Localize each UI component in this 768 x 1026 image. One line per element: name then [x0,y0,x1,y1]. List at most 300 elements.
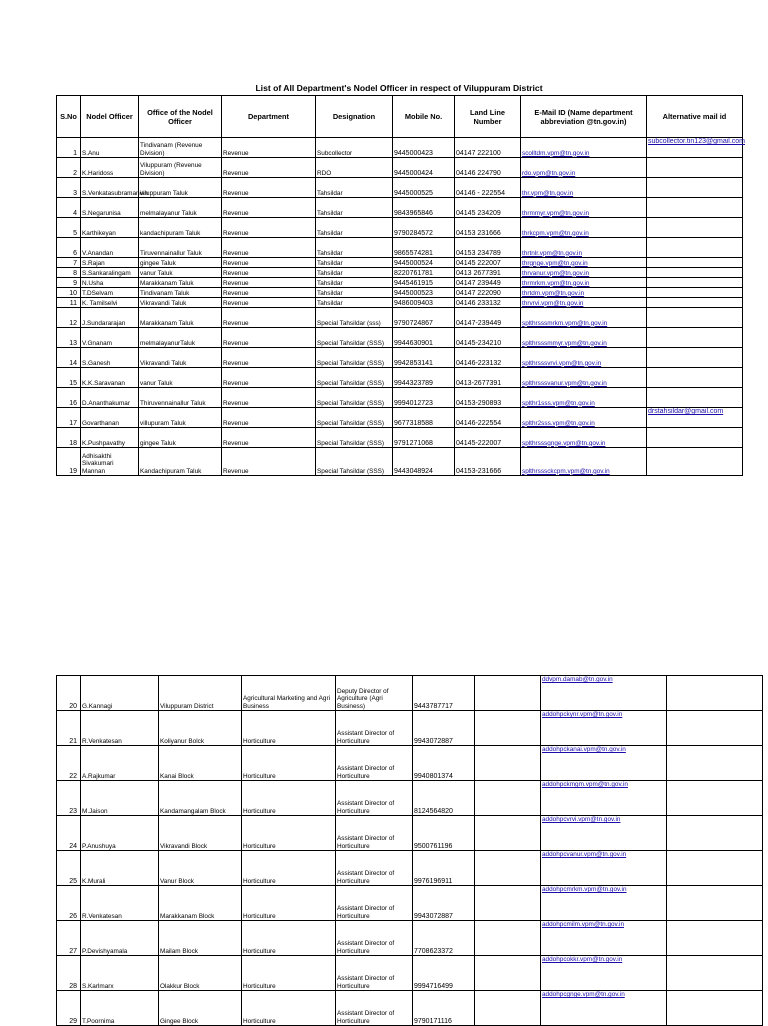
header-officer: Nodel Officer [81,96,139,138]
designation-cell: Tahsildar [316,258,393,268]
alt-mail-cell [647,348,743,368]
department-cell: Revenue [222,158,316,178]
sno-cell: 29 [57,991,81,1026]
landline-cell: 04145 234209 [455,198,521,218]
officer-cell: T.Poornima [81,991,159,1026]
department-cell: Revenue [222,308,316,328]
table-row [57,816,763,851]
alt-mail-cell [667,921,763,956]
officer-cell: S.Venkatasubramanian [81,178,139,198]
table-row [57,991,763,1026]
alt-mail-cell [647,268,743,278]
email-cell [521,298,647,308]
mobile-cell: 9944323789 [393,368,455,388]
email-cell [541,956,667,991]
alt-mail-cell [667,746,763,781]
header-landline: Land Line Number [455,96,521,138]
mobile-cell: 9843965846 [393,198,455,218]
designation-cell: Assistant Director of Horticulture [336,956,413,991]
landline-cell [475,711,541,746]
officer-cell: A.Rajkumar [81,746,159,781]
sno-cell: 20 [57,676,81,711]
sno-cell: 16 [57,388,81,408]
email-link[interactable]: addohpcokkr.vpm@tn.gov.in [542,956,623,963]
mobile-cell: 9994716499 [413,956,475,991]
alt-mail-cell [647,158,743,178]
landline-cell: 04145-222007 [455,428,521,448]
table-row [57,781,763,816]
email-link[interactable]: thrmmyr.vpm@tn.gov.in [522,209,590,217]
office-cell: Kandamangalam Block [159,781,242,816]
alt-mail-cell [647,278,743,288]
office-cell: Marakkanam Block [159,886,242,921]
email-link[interactable]: addohpckanai.vpm@tn.gov.in [542,746,626,753]
email-cell [541,851,667,886]
email-link[interactable]: thrvrvi.vpm@tn.gov.in [522,299,584,307]
landline-cell: 04146-222554 [455,408,521,428]
email-cell [521,428,647,448]
officer-cell: R.Venkatesan [81,886,159,921]
header-department: Department [222,96,316,138]
officer-cell: Govarthanan [81,408,139,428]
officer-cell: K.Murali [81,851,159,886]
sno-cell: 7 [57,258,81,268]
landline-cell: 04146-223132 [455,348,521,368]
mobile-cell: 9445000424 [393,158,455,178]
email-link[interactable]: addohpcvanur.vpm@tn.gov.in [542,851,627,858]
table-row [57,448,743,476]
landline-cell [475,921,541,956]
officer-cell: K.Pushpavathy [81,428,139,448]
office-cell: Mailam Block [159,921,242,956]
header-designation: Designation [316,96,393,138]
designation-cell: Tahsildar [316,278,393,288]
table-row [57,711,763,746]
alt-mail-cell [667,781,763,816]
office-cell: kandachipuram Taluk [139,218,222,238]
table-row [57,368,743,388]
email-link[interactable]: ddvpm.damab@tn.gov.in [542,676,613,683]
department-cell: Horticulture [242,991,336,1026]
officer-cell: D.Ananthakumar [81,388,139,408]
department-cell: Revenue [222,198,316,218]
email-link[interactable]: addohpcmrkm.vpm@tn.gov.in [542,886,627,893]
designation-cell: Special Tahsildar (SSS) [316,388,393,408]
officer-cell: V.Gnanam [81,328,139,348]
officer-cell: K.Haridoss [81,158,139,178]
designation-cell: Assistant Director of Horticulture [336,851,413,886]
landline-cell [475,956,541,991]
designation-cell: Assistant Director of Horticulture [336,991,413,1026]
department-cell: Revenue [222,368,316,388]
landline-cell: 04153-231666 [455,448,521,476]
office-cell: vanur Taluk [139,368,222,388]
email-link[interactable]: thrmrkm.vpm@tn.gov.in [522,279,590,287]
officer-cell: K. Tamilselvi [81,298,139,308]
email-cell [521,138,647,158]
department-cell: Revenue [222,138,316,158]
sno-cell: 19 [57,448,81,476]
email-link[interactable]: addohpckmgm.vpm@tn.gov.in [542,781,628,788]
officer-cell: V.Anandan [81,238,139,258]
email-cell [521,408,647,428]
department-cell: Revenue [222,288,316,298]
email-cell [521,348,647,368]
landline-cell: 04145 222007 [455,258,521,268]
department-cell: Horticulture [242,851,336,886]
header-mobile: Mobile No. [393,96,455,138]
nodel-officer-table [56,95,743,476]
table-row [57,178,743,198]
officer-cell: P.Devishyamala [81,921,159,956]
officer-cell: S.Anu [81,138,139,158]
office-cell: Vikravandi Taluk [139,348,222,368]
table-row [57,676,763,711]
mobile-cell: 9445461915 [393,278,455,288]
sno-cell: 13 [57,328,81,348]
department-cell: Revenue [222,408,316,428]
mobile-cell: 9865574281 [393,238,455,258]
department-cell: Horticulture [242,781,336,816]
department-cell: Agricultural Marketing and Agri Business [242,676,336,711]
table-row [57,138,743,158]
mobile-cell: 9943072887 [413,886,475,921]
email-cell [541,746,667,781]
sno-cell: 1 [57,138,81,158]
office-cell: Olakkur Block [159,956,242,991]
email-cell [541,886,667,921]
office-cell: gingee Taluk [139,258,222,268]
department-cell: Horticulture [242,816,336,851]
officer-cell: J.Sundararajan [81,308,139,328]
department-cell: Horticulture [242,886,336,921]
officer-cell: S.Negarunisa [81,198,139,218]
designation-cell: Special Tahsildar (SSS) [316,408,393,428]
landline-cell: 0413-2677391 [455,368,521,388]
alt-mail-cell [667,886,763,921]
sno-cell: 2 [57,158,81,178]
email-cell [521,448,647,476]
alt-mail-cell [667,956,763,991]
alt-mail-cell [647,138,743,158]
office-cell: Viluppuram (Revenue Division) [139,158,222,178]
alt-mail-cell [647,238,743,258]
landline-cell: 04146 233132 [455,298,521,308]
table-row [57,851,763,886]
email-cell [541,921,667,956]
sno-cell: 28 [57,956,81,991]
alt-mail-cell [647,308,743,328]
department-cell: Revenue [222,258,316,268]
mobile-cell: 9943072887 [413,711,475,746]
sno-cell: 3 [57,178,81,198]
email-link[interactable]: thrgnge.vpm@tn.gov.in [522,259,588,267]
email-link[interactable]: thrvanur.vpm@tn.gov.in [522,269,590,277]
officer-cell: R.Venkatesan [81,711,159,746]
mobile-cell: 9445000525 [393,178,455,198]
sno-cell: 15 [57,368,81,388]
office-cell: Viluppuram District [159,676,242,711]
email-cell [521,198,647,218]
mobile-cell: 9790171116 [413,991,475,1026]
landline-cell: 04147 222090 [455,288,521,298]
landline-cell [475,851,541,886]
officer-cell: P.Anushuya [81,816,159,851]
officer-cell: T.DSelvam [81,288,139,298]
designation-cell: Assistant Director of Horticulture [336,921,413,956]
alt-mail-cell [647,258,743,268]
designation-cell: Tahsildar [316,198,393,218]
email-cell [521,218,647,238]
table-row [57,328,743,348]
table-row [57,886,763,921]
table-row [57,278,743,288]
sno-cell: 10 [57,288,81,298]
officer-cell: S.Sankaralingam [81,268,139,278]
landline-cell: 04146 - 222554 [455,178,521,198]
table-row [57,956,763,991]
table-row [57,388,743,408]
alt-mail-cell [667,711,763,746]
alt-mail-cell [667,676,763,711]
officer-cell: Adhisakthi Sivakumari Mannan [81,448,139,476]
department-cell: Horticulture [242,956,336,991]
sno-cell: 27 [57,921,81,956]
email-link[interactable]: splthrsssgnge.vpm@tn.gov.in [522,439,606,447]
office-cell: gingee Taluk [139,428,222,448]
alt-mail-cell [647,178,743,198]
sno-cell: 23 [57,781,81,816]
landline-cell [475,991,541,1026]
mobile-cell: 8124564820 [413,781,475,816]
officer-cell: M.Jaison [81,781,159,816]
designation-cell: Tahsildar [316,298,393,308]
alt-mail-cell [667,851,763,886]
designation-cell: Deputy Director of Agriculture (Agri Business) [336,676,413,711]
office-cell: Marakkanam Taluk [139,278,222,288]
email-cell [541,676,667,711]
department-cell: Revenue [222,218,316,238]
landline-cell [475,676,541,711]
designation-cell: Assistant Director of Horticulture [336,886,413,921]
header-email: E-Mail ID (Name department abbreviation @tn.gov.in) [521,96,647,138]
landline-cell: 0413 2677391 [455,268,521,278]
officer-cell: S.Rajan [81,258,139,268]
sno-cell: 24 [57,816,81,851]
officer-cell: K.K.Saravanan [81,368,139,388]
email-cell [541,816,667,851]
designation-cell: Assistant Director of Horticulture [336,711,413,746]
email-link[interactable]: splthrsssmmyr.vpm@tn.gov.in [522,339,607,347]
department-cell: Horticulture [242,711,336,746]
email-link[interactable]: splthrsssckcpm.vpm@tn.gov.in [522,467,610,475]
department-cell: Revenue [222,448,316,476]
alt-mail-cell [647,198,743,218]
email-cell [521,328,647,348]
office-cell: Tindivanam (Revenue Division) [139,138,222,158]
office-cell: viluppuram Taluk [139,178,222,198]
office-cell: melmalayanur Taluk [139,198,222,218]
officer-cell: G.Kannagi [81,676,159,711]
alt-mail-cell [647,298,743,308]
department-cell: Revenue [222,298,316,308]
table-row [57,428,743,448]
designation-cell: Tahsildar [316,218,393,238]
officer-cell: Karthikeyan [81,218,139,238]
email-cell [541,711,667,746]
office-cell: vanur Taluk [139,268,222,278]
email-link[interactable]: addohpcgnge.vpm@tn.gov.in [542,991,625,998]
department-cell: Horticulture [242,746,336,781]
designation-cell: Assistant Director of Horticulture [336,746,413,781]
mobile-cell: 9994012723 [393,388,455,408]
mobile-cell: 9790284572 [393,218,455,238]
email-cell [541,991,667,1026]
header-office: Office of the Nodel Officer [139,96,222,138]
department-cell: Revenue [222,278,316,288]
landline-cell [475,781,541,816]
email-cell [521,308,647,328]
landline-cell: 04147 222100 [455,138,521,158]
alt-mail-cell [647,368,743,388]
email-cell [521,368,647,388]
email-cell [521,158,647,178]
landline-cell: 04146 224790 [455,158,521,178]
office-cell: Vikravandi Taluk [139,298,222,308]
mobile-cell: 9443048924 [393,448,455,476]
designation-cell: Special Tahsildar (SSS) [316,428,393,448]
email-link[interactable]: splthrsssmrkm.vpm@tn.gov.in [522,319,608,327]
alt-mail-link[interactable]: subcollector.tin123@gmail.com [648,138,745,145]
office-cell: Gingee Block [159,991,242,1026]
sno-cell: 21 [57,711,81,746]
mobile-cell: 9445000523 [393,288,455,298]
landline-cell: 04147-239449 [455,308,521,328]
table-header-row [57,96,743,138]
landline-cell: 04153-290893 [455,388,521,408]
email-link[interactable]: addohpcmilm.vpm@tn.gov.in [542,921,625,928]
designation-cell: Special Tahsildar (SSS) [316,348,393,368]
email-link[interactable]: thrkcpm.vpm@tn.gov.in [522,229,589,237]
email-cell [521,178,647,198]
office-cell: Kandachipuram Taluk [139,448,222,476]
alt-mail-cell [647,428,743,448]
table-row [57,308,743,328]
email-link[interactable]: scolltdm.vpm@tn.gov.in [522,149,590,157]
table-row [57,218,743,238]
email-link[interactable]: splthr2sss.vpm@tn.gov.in [522,419,595,427]
department-cell: Revenue [222,238,316,258]
table-row [57,746,763,781]
mobile-cell: 7708623372 [413,921,475,956]
sno-cell: 9 [57,278,81,288]
mobile-cell: 9942853141 [393,348,455,368]
mobile-cell: 8220761781 [393,268,455,278]
sno-cell: 5 [57,218,81,238]
alt-mail-cell [647,288,743,298]
office-cell: Kanai Block [159,746,242,781]
email-link[interactable]: splthr1sss.vpm@tn.gov.in [522,399,595,407]
sno-cell: 25 [57,851,81,886]
email-link[interactable]: thrtnlr.vpm@tn.gov.in [522,249,583,257]
designation-cell: Tahsildar [316,178,393,198]
designation-cell: Special Tahsildar (SSS) [316,448,393,476]
department-cell: Horticulture [242,921,336,956]
email-link[interactable]: thrtdm.vpm@tn.gov.in [522,289,585,297]
office-cell: melmalayanurTaluk [139,328,222,348]
sno-cell: 18 [57,428,81,448]
alt-mail-cell [647,328,743,348]
mobile-cell: 9486009403 [393,298,455,308]
office-cell: Thiruvennainallur Taluk [139,388,222,408]
office-cell: Vanur Block [159,851,242,886]
landline-cell: 04153 234789 [455,238,521,258]
mobile-cell: 9443787717 [413,676,475,711]
office-cell: Vikravandi Block [159,816,242,851]
header-sno: S.No [57,96,81,138]
office-cell: Koliyanur Bolck [159,711,242,746]
designation-cell: Tahsildar [316,288,393,298]
designation-cell: Special Tahsildar (SSS) [316,328,393,348]
mobile-cell: 9791271068 [393,428,455,448]
designation-cell: RDO [316,158,393,178]
email-link[interactable]: splthrsssvrvi.vpm@tn.gov.in [522,359,602,367]
sno-cell: 6 [57,238,81,258]
mobile-cell: 9445000524 [393,258,455,268]
designation-cell: Assistant Director of Horticulture [336,781,413,816]
sno-cell: 22 [57,746,81,781]
officer-cell: S.Karlmarx [81,956,159,991]
department-cell: Revenue [222,268,316,278]
sno-cell: 8 [57,268,81,278]
department-cell: Revenue [222,428,316,448]
office-cell: Tindivanam Taluk [139,288,222,298]
office-cell: Marakkanam Taluk [139,308,222,328]
sno-cell: 4 [57,198,81,218]
designation-cell: Tahsildar [316,268,393,278]
officer-cell: S.Ganesh [81,348,139,368]
department-cell: Revenue [222,348,316,368]
document-title: List of All Department's Nodel Officer in respect of Viluppuram District [255,83,543,93]
table-row [57,268,743,278]
table-row [57,198,743,218]
table-row [57,258,743,268]
table-row [57,158,743,178]
alt-mail-link[interactable]: drstahsildar@gmail.com [648,408,724,415]
landline-cell [475,886,541,921]
mobile-cell: 9976196911 [413,851,475,886]
landline-cell [475,816,541,851]
mobile-cell: 9500761196 [413,816,475,851]
designation-cell: Special Tahsildar (SSS) [316,368,393,388]
sno-cell: 12 [57,308,81,328]
email-cell [521,288,647,298]
landline-cell: 04145-234210 [455,328,521,348]
email-link[interactable]: addohpckynr.vpm@tn.gov.in [542,711,623,718]
email-link[interactable]: thr.vpm@tn.gov.in [522,189,574,197]
email-link[interactable]: addohpcvrvi.vpm@tn.gov.in [542,816,621,823]
designation-cell: Tahsildar [316,238,393,258]
office-cell: villupuram Taluk [139,408,222,428]
landline-cell: 04147 239449 [455,278,521,288]
email-cell [521,238,647,258]
sno-cell: 14 [57,348,81,368]
email-link[interactable]: splthrsssvanur.vpm@tn.gov.in [522,379,607,387]
landline-cell: 04153 231666 [455,218,521,238]
alt-mail-cell [647,448,743,476]
alt-mail-cell [647,408,743,428]
email-link[interactable]: rdo.vpm@tn.gov.in [522,169,576,177]
